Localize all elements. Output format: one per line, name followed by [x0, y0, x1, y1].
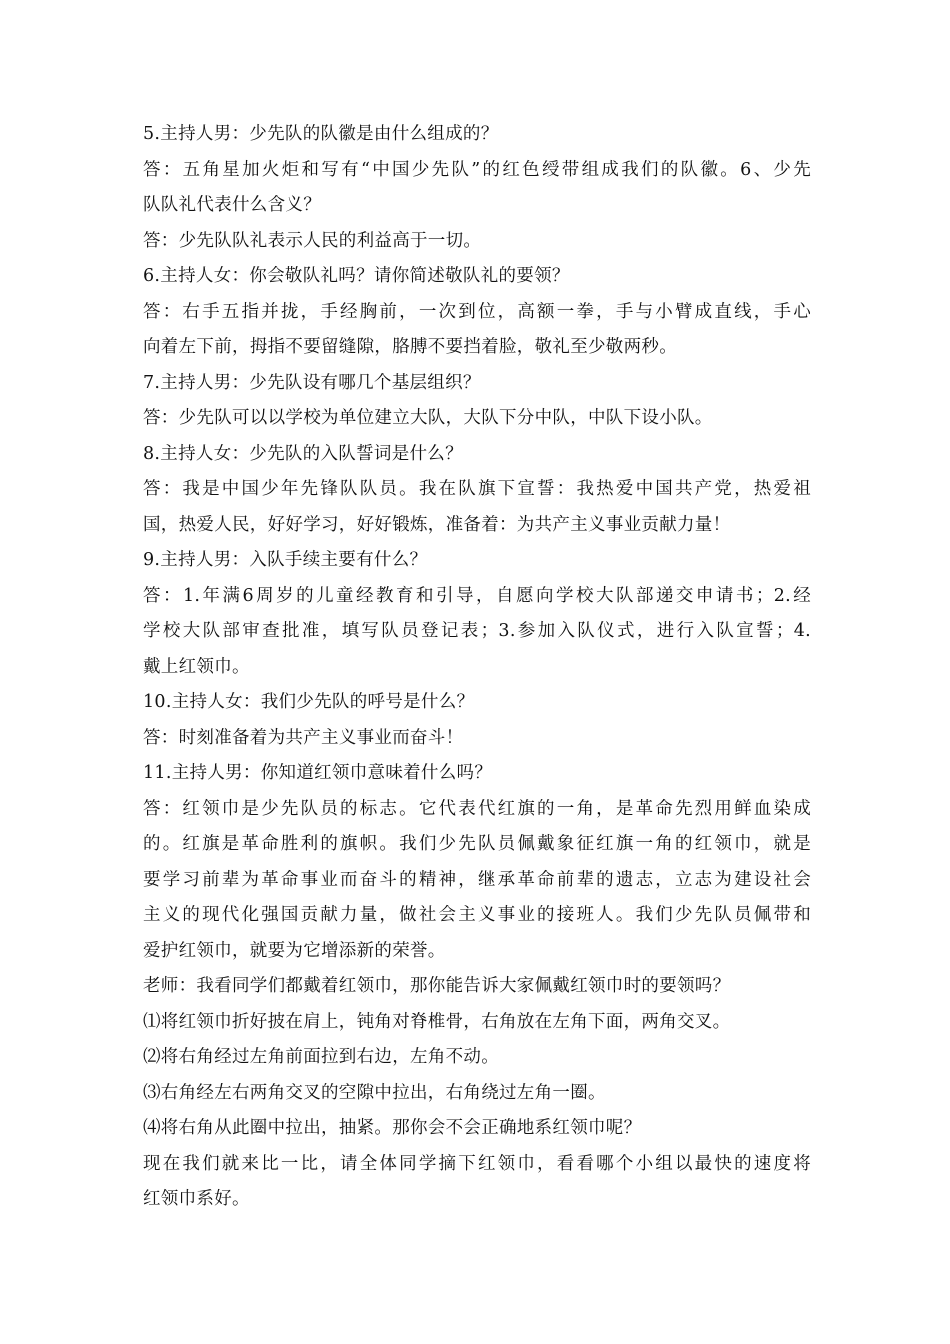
teacher-line: 老师：我看同学们都戴着红领巾，那你能告诉大家佩戴红领巾时的要领吗？ — [143, 976, 731, 996]
answer-line: 学校大队部审查批准，填写队员登记表；3.参加入队仪式，进行入队宣誓；4. — [143, 621, 811, 641]
answer-line: 答：1.年满6周岁的儿童经教育和引导，自愿向学校大队部递交申请书；2.经 — [143, 585, 811, 606]
step-line: ⑶右角经左右两角交叉的空隙中拉出，右角绕过左角一圈。 — [143, 1082, 606, 1103]
answer-line: 要学习前辈为革命事业而奋斗的精神，继承革命前辈的遗志，立志为建设社会 — [143, 869, 811, 890]
step-line: ⑷将右角从此圈中拉出，抽紧。那你会不会正确地系红领巾呢？ — [143, 1118, 642, 1138]
answer-line: 国，热爱人民，好好学习，好好锻炼，准备着：为共产主义事业贡献力量！ — [143, 514, 731, 535]
paragraph-line: 现在我们就来比一比，请全体同学摘下红领巾，看看哪个小组以最快的速度将 — [143, 1153, 811, 1174]
answer-line: 队队礼代表什么含义？ — [143, 195, 321, 215]
question-line: 10.主持人女：我们少先队的呼号是什么？ — [143, 692, 475, 712]
question-line: 8.主持人女：少先队的入队誓词是什么？ — [143, 443, 463, 464]
answer-line: 答：右手五指并拢，手经胸前，一次到位，高额一拳，手与小臂成直线，手心 — [143, 301, 811, 322]
answer-line: 答：少先队可以以学校为单位建立大队，大队下分中队，中队下设小队。 — [143, 408, 713, 428]
answer-line: 的。红旗是革命胜利的旗帜。我们少先队员佩戴象征红旗一角的红领巾，就是 — [143, 834, 811, 854]
question-line: 7.主持人男：少先队设有哪几个基层组织？ — [143, 372, 481, 393]
answer-line: 爱护红领巾，就要为它增添新的荣誉。 — [143, 940, 446, 961]
answer-line: 向着左下前，拇指不要留缝隙，胳膊不要挡着脸，敬礼至少敬两秒。 — [143, 337, 677, 357]
question-line: 9.主持人男：入队手续主要有什么？ — [143, 550, 428, 570]
step-line: ⑴将红领巾折好披在肩上，钝角对脊椎骨，右角放在左角下面，两角交叉。 — [143, 1011, 731, 1032]
question-line: 5.主持人男：少先队的队徽是由什么组成的？ — [143, 124, 499, 144]
question-line: 11.主持人男：你知道红领巾意味着什么吗？ — [143, 763, 493, 783]
document-body — [143, 117, 811, 1218]
answer-line: 答：红领巾是少先队员的标志。它代表代红旗的一角，是革命先烈用鲜血染成 — [143, 798, 811, 819]
answer-line: 答：五角星加火炬和写有“中国少先队”的红色绶带组成我们的队徽。6、少先 — [143, 159, 811, 180]
question-line: 6.主持人女：你会敬队礼吗？请你简述敬队礼的要领？ — [143, 266, 570, 286]
answer-line: 戴上红领巾。 — [143, 656, 250, 677]
answer-line: 答：少先队队礼表示人民的利益高于一切。 — [143, 230, 482, 251]
answer-line: 答：我是中国少年先锋队队员。我在队旗下宣誓：我热爱中国共产党，热爱祖 — [143, 479, 811, 499]
answer-line: 主义的现代化强国贡献力量，做社会主义事业的接班人。我们少先队员佩带和 — [143, 905, 811, 925]
paragraph-line: 红领巾系好。 — [143, 1189, 250, 1209]
step-line: ⑵将右角经过左角前面拉到右边，左角不动。 — [143, 1047, 499, 1067]
answer-line: 答：时刻准备着为共产主义事业而奋斗！ — [143, 727, 464, 748]
